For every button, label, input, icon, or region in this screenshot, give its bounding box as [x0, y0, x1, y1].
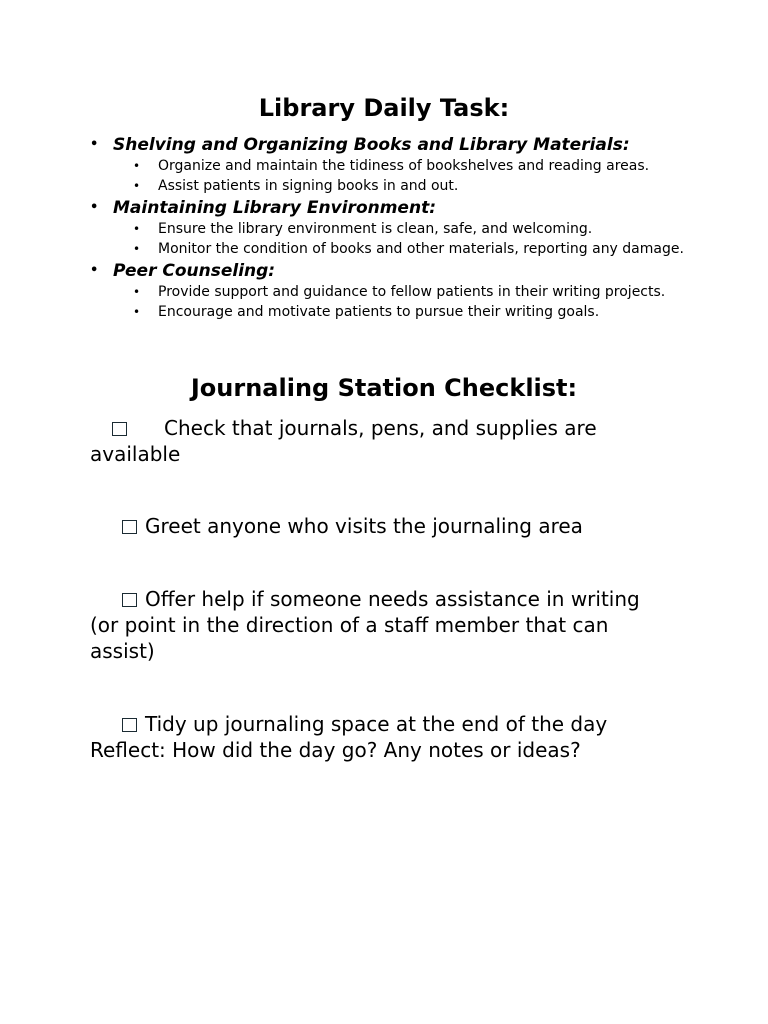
- checklist-text: Check that journals, pens, and supplies are available: [90, 416, 597, 466]
- task-title-environment: Maintaining Library Environment:: [113, 198, 436, 218]
- task-subitems-shelving: [90, 157, 730, 196]
- checklist-text: Offer help if someone needs assistance in writing (or point in the direction of a staff member that can assist): [90, 587, 640, 663]
- bullet-icon: •: [90, 263, 99, 278]
- list-item-text: Organize and maintain the tidiness of bookshelves and reading areas.: [158, 158, 650, 174]
- checkbox-tidy-up[interactable]: [122, 718, 137, 732]
- checkbox-greet[interactable]: [122, 520, 137, 534]
- list-item: [90, 283, 730, 303]
- list-item-text: Provide support and guidance to fellow patients in their writing projects.: [158, 284, 666, 300]
- task-title-peer-counseling: Peer Counseling:: [113, 261, 276, 281]
- task-item-shelving: [90, 133, 730, 196]
- list-item: [90, 157, 730, 177]
- bullet-icon: •: [133, 178, 141, 193]
- list-item: [90, 177, 730, 197]
- journaling-checklist-heading: Journaling Station Checklist:: [190, 374, 578, 402]
- bullet-icon: •: [133, 222, 141, 236]
- list-item: [90, 303, 730, 323]
- reflect-prompt: Reflect: How did the day go? Any notes or ideas?: [90, 738, 581, 762]
- checklist-item-supplies: [90, 415, 670, 467]
- list-item-text: Encourage and motivate patients to pursue their writing goals.: [158, 303, 600, 320]
- list-item: [90, 220, 730, 240]
- library-daily-task-heading: Library Daily Task:: [258, 94, 510, 122]
- bullet-icon: •: [133, 159, 141, 173]
- checklist-text: Tidy up journaling space at the end of the day: [145, 712, 608, 736]
- checkbox-supplies[interactable]: [112, 422, 127, 436]
- checklist-item-greet: [90, 513, 670, 539]
- list-item-text: Assist patients in signing books in and out.: [158, 177, 459, 194]
- task-title-shelving: Shelving and Organizing Books and Library Materials:: [113, 135, 630, 155]
- bullet-icon: •: [133, 285, 141, 299]
- task-item-environment: [90, 196, 730, 259]
- bullet-icon: •: [133, 241, 141, 256]
- list-item-text: Monitor the condition of books and other materials, reporting any damage.: [158, 240, 684, 257]
- list-item: [90, 240, 730, 260]
- checklist-item-tidy-up: [90, 711, 670, 763]
- bullet-icon: •: [90, 137, 99, 152]
- list-item-text: Ensure the library environment is clean, safe, and welcoming.: [158, 221, 593, 237]
- checkbox-offer-help[interactable]: [122, 593, 137, 607]
- task-subitems-environment: [90, 220, 730, 259]
- library-task-list: [90, 133, 730, 322]
- bullet-icon: •: [133, 304, 141, 319]
- task-subitems-peer-counseling: [90, 283, 730, 322]
- task-item-peer-counseling: [90, 259, 730, 322]
- bullet-icon: •: [90, 200, 99, 215]
- checklist-item-offer-help: [90, 586, 670, 664]
- checklist-text: Greet anyone who visits the journaling area: [145, 514, 583, 538]
